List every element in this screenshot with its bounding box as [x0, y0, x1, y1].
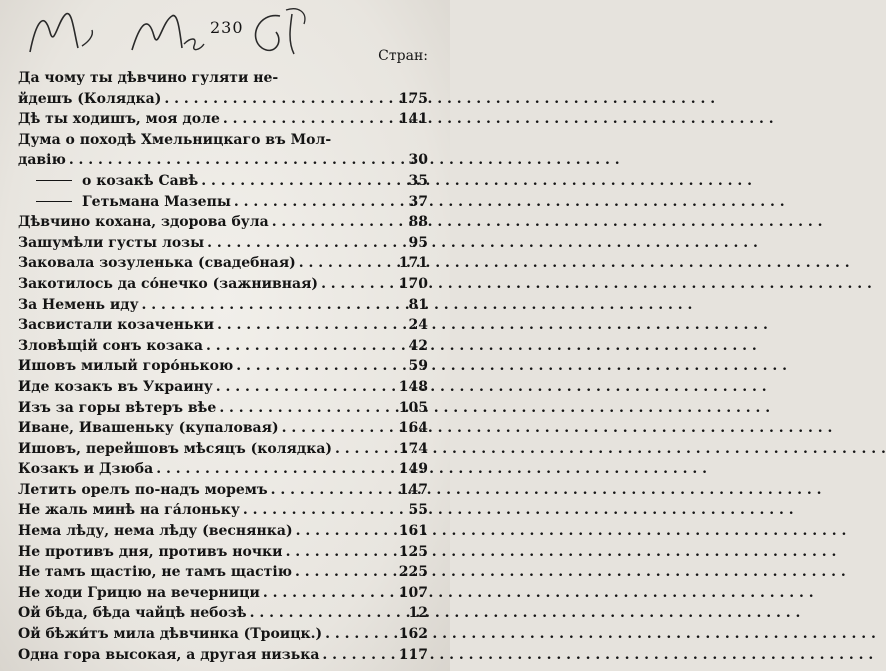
- toc-entry: [18, 274, 428, 295]
- toc-entry-page: 12: [408, 605, 428, 622]
- toc-entry: [18, 542, 428, 563]
- toc-entry-title: [18, 336, 203, 357]
- toc-entry-title: [18, 500, 240, 521]
- toc-entry-title-text: Не тамъ щастію, не тамъ щастію: [18, 564, 293, 581]
- toc-entry-title-text: Ишовъ милый горо́нькою: [18, 358, 234, 375]
- toc-entry: [18, 624, 428, 645]
- toc-entry-title-text: Ой бѣжи́тъ мила дѣвчинка (Троицк.): [18, 626, 323, 643]
- toc-entry-title: [18, 192, 231, 213]
- toc-entry: [18, 212, 428, 233]
- handwritten-annotation: [22, 2, 312, 66]
- toc-entry: [18, 500, 428, 521]
- toc-entry-title-text: Зловѣщій сонъ козака: [18, 337, 203, 354]
- leader-dots: [272, 212, 399, 233]
- toc-entry-title: [18, 418, 279, 439]
- toc-entry-page: 148: [398, 378, 428, 395]
- toc-entry-title: [18, 150, 66, 171]
- toc-entry-title-text: Гетьмана Мазепы: [82, 193, 231, 210]
- toc-entry-page: 107: [398, 584, 428, 601]
- toc-entry-title-text: Засвистали козаченьки: [18, 317, 215, 334]
- toc-entry-title-text: Нема лѣду, нема лѣду (веснянка): [18, 523, 293, 540]
- toc-entry-page: 164: [398, 420, 428, 437]
- toc-entry: [18, 356, 428, 377]
- toc-entry: [18, 336, 428, 357]
- toc-entry: [18, 480, 428, 501]
- leader-dots: [236, 356, 399, 377]
- toc-entry-title-text: За Немень иду: [18, 296, 139, 313]
- toc-entry-page: 105: [398, 399, 428, 416]
- leader-dots: [271, 480, 396, 501]
- toc-entry: [18, 192, 428, 213]
- toc-entry-page: 88: [408, 214, 428, 231]
- toc-entry-page: 161: [398, 523, 428, 540]
- leader-dots: [201, 171, 399, 192]
- leader-dots: [234, 192, 399, 213]
- toc-entry-title-text: Дѣ ты ходишъ, моя доле: [18, 111, 220, 128]
- toc-entry-title: [18, 398, 216, 419]
- leader-dots: [250, 603, 399, 624]
- toc-entry-title: [18, 171, 198, 192]
- toc-entry-title: [18, 583, 260, 604]
- toc-entry-page: 81: [408, 296, 428, 313]
- toc-entry: [18, 68, 428, 89]
- toc-entry-page: 42: [408, 337, 428, 354]
- ditto-dash: [36, 180, 72, 181]
- toc-entry-title: [18, 521, 293, 542]
- leader-dots: [207, 233, 399, 254]
- toc-entry-page: 125: [398, 543, 428, 560]
- toc-entry-title-text: Да чому ты дѣвчино гуляти не-: [18, 70, 279, 86]
- leader-dots: [206, 336, 399, 357]
- toc-entry-title: [18, 315, 214, 336]
- ditto-dash: [36, 201, 72, 202]
- leader-dots: [243, 500, 399, 521]
- leader-dots: [263, 583, 396, 604]
- toc-entry-page: 141: [398, 111, 428, 128]
- toc-entry: [18, 562, 428, 583]
- toc-entry-title: [18, 233, 204, 254]
- toc-entry-page: 162: [398, 626, 428, 643]
- toc-entry: [18, 171, 428, 192]
- leader-dots: [217, 315, 399, 336]
- toc-entry-title: [18, 603, 247, 624]
- toc-entry: [18, 233, 428, 254]
- table-of-contents: [18, 68, 428, 665]
- toc-entry: [18, 295, 428, 316]
- toc-entry: [18, 398, 428, 419]
- toc-entry-page: 35: [408, 172, 428, 189]
- toc-entry-page: 170: [398, 275, 428, 292]
- toc-entry-title: [18, 459, 153, 480]
- leader-dots: [295, 562, 396, 583]
- toc-entry-title-text: Заковала зозуленька (свадебная): [18, 255, 296, 272]
- toc-entry-title-text: Зашумѣли густы лозы: [18, 234, 205, 251]
- toc-entry-title: [18, 439, 332, 460]
- toc-entry-page: 59: [408, 358, 428, 375]
- leader-dots: [325, 624, 396, 645]
- toc-entry-title-text: Ишовъ, перейшовъ мѣсяцъ (колядка): [18, 440, 333, 457]
- toc-entry-title-text: Не ходи Грицю на вечерници: [18, 584, 260, 601]
- leader-dots: [322, 645, 395, 666]
- toc-entry: [18, 583, 428, 604]
- toc-entry-title: [18, 109, 220, 130]
- toc-entry-title: [18, 130, 331, 151]
- toc-entry-page: 225: [398, 564, 428, 581]
- toc-entry-title-text: Не противъ дня, противъ ночки: [18, 543, 283, 560]
- toc-entry-title-text: Летить орелъ по-надъ моремъ: [18, 481, 268, 498]
- toc-entry: [18, 150, 428, 171]
- leader-dots: [296, 521, 396, 542]
- toc-entry-title: [18, 562, 292, 583]
- toc-entry-title: [18, 212, 269, 233]
- toc-entry-title: [18, 274, 318, 295]
- toc-entry: [18, 645, 428, 666]
- page-number: 230: [210, 18, 244, 37]
- leader-dots: [142, 295, 399, 316]
- toc-entry-page: 175: [398, 90, 428, 107]
- leader-dots: [335, 439, 396, 460]
- toc-entry-title-text: Ой бѣда, бѣда чайцѣ небозѣ: [18, 605, 247, 622]
- toc-entry: [18, 459, 428, 480]
- leader-dots: [321, 274, 396, 295]
- leader-dots: [223, 109, 396, 130]
- leader-dots: [286, 542, 396, 563]
- toc-entry: [18, 603, 428, 624]
- toc-entry-title-text: Иде козакъ въ Украину: [18, 378, 213, 395]
- toc-entry: [18, 418, 428, 439]
- toc-entry-title: [18, 377, 213, 398]
- toc-entry-page: 171: [398, 255, 428, 272]
- toc-entry-title-text: давію: [18, 152, 66, 169]
- toc-entry-title-text: Дѣвчино кохана, здорова була: [18, 214, 269, 231]
- toc-entry-title: [18, 542, 283, 563]
- toc-entry: [18, 130, 428, 151]
- leader-dots: [282, 418, 396, 439]
- toc-entry-title: [18, 356, 233, 377]
- toc-entry-page: 37: [408, 193, 428, 210]
- toc-entry-title: [18, 253, 296, 274]
- toc-entry-title: [18, 645, 319, 666]
- leader-dots: [219, 398, 395, 419]
- toc-entry-page: 174: [398, 440, 428, 457]
- leader-dots: [216, 377, 396, 398]
- leader-dots: [156, 459, 396, 480]
- toc-entry: [18, 439, 428, 460]
- toc-entry-title-text: Иване, Ивашеньку (купаловая): [18, 420, 279, 437]
- toc-entry-title-text: йдешъ (Колядка): [18, 90, 162, 107]
- toc-entry-page: 24: [408, 317, 428, 334]
- toc-entry: [18, 315, 428, 336]
- toc-entry: [18, 89, 428, 110]
- leader-dots: [69, 150, 399, 171]
- toc-entry-title: [18, 89, 161, 110]
- page-column-header: Стран:: [378, 48, 428, 64]
- toc-entry-title-text: Изъ за горы вѣтеръ вѣе: [18, 399, 217, 416]
- toc-entry-title-text: Одна гора высокая, а другая низька: [18, 646, 320, 663]
- leader-dots: [299, 253, 396, 274]
- toc-entry-page: 147: [398, 481, 428, 498]
- toc-entry-title-text: Козакъ и Дзюба: [18, 461, 154, 478]
- toc-entry-page: 95: [408, 234, 428, 251]
- toc-entry-title-text: Закотилось да со́нечко (зажнивная): [18, 275, 319, 292]
- toc-entry: [18, 521, 428, 542]
- toc-entry-page: 55: [408, 502, 428, 519]
- leader-dots: [164, 89, 395, 110]
- toc-entry-title: [18, 68, 278, 89]
- toc-entry: [18, 253, 428, 274]
- toc-entry-title: [18, 295, 139, 316]
- toc-entry: [18, 377, 428, 398]
- toc-entry: [18, 109, 428, 130]
- toc-entry-title-text: Дума о походѣ Хмельницкаго въ Мол-: [18, 131, 332, 148]
- toc-entry-title-text: Не жаль минѣ на га́лоньку: [18, 502, 240, 519]
- toc-entry-title: [18, 624, 322, 645]
- toc-entry-title: [18, 480, 268, 501]
- toc-entry-page: 30: [408, 152, 428, 169]
- toc-entry-page: 149: [398, 461, 428, 478]
- toc-entry-title-text: о козакѣ Савѣ: [82, 172, 199, 189]
- toc-entry-page: 117: [398, 646, 428, 663]
